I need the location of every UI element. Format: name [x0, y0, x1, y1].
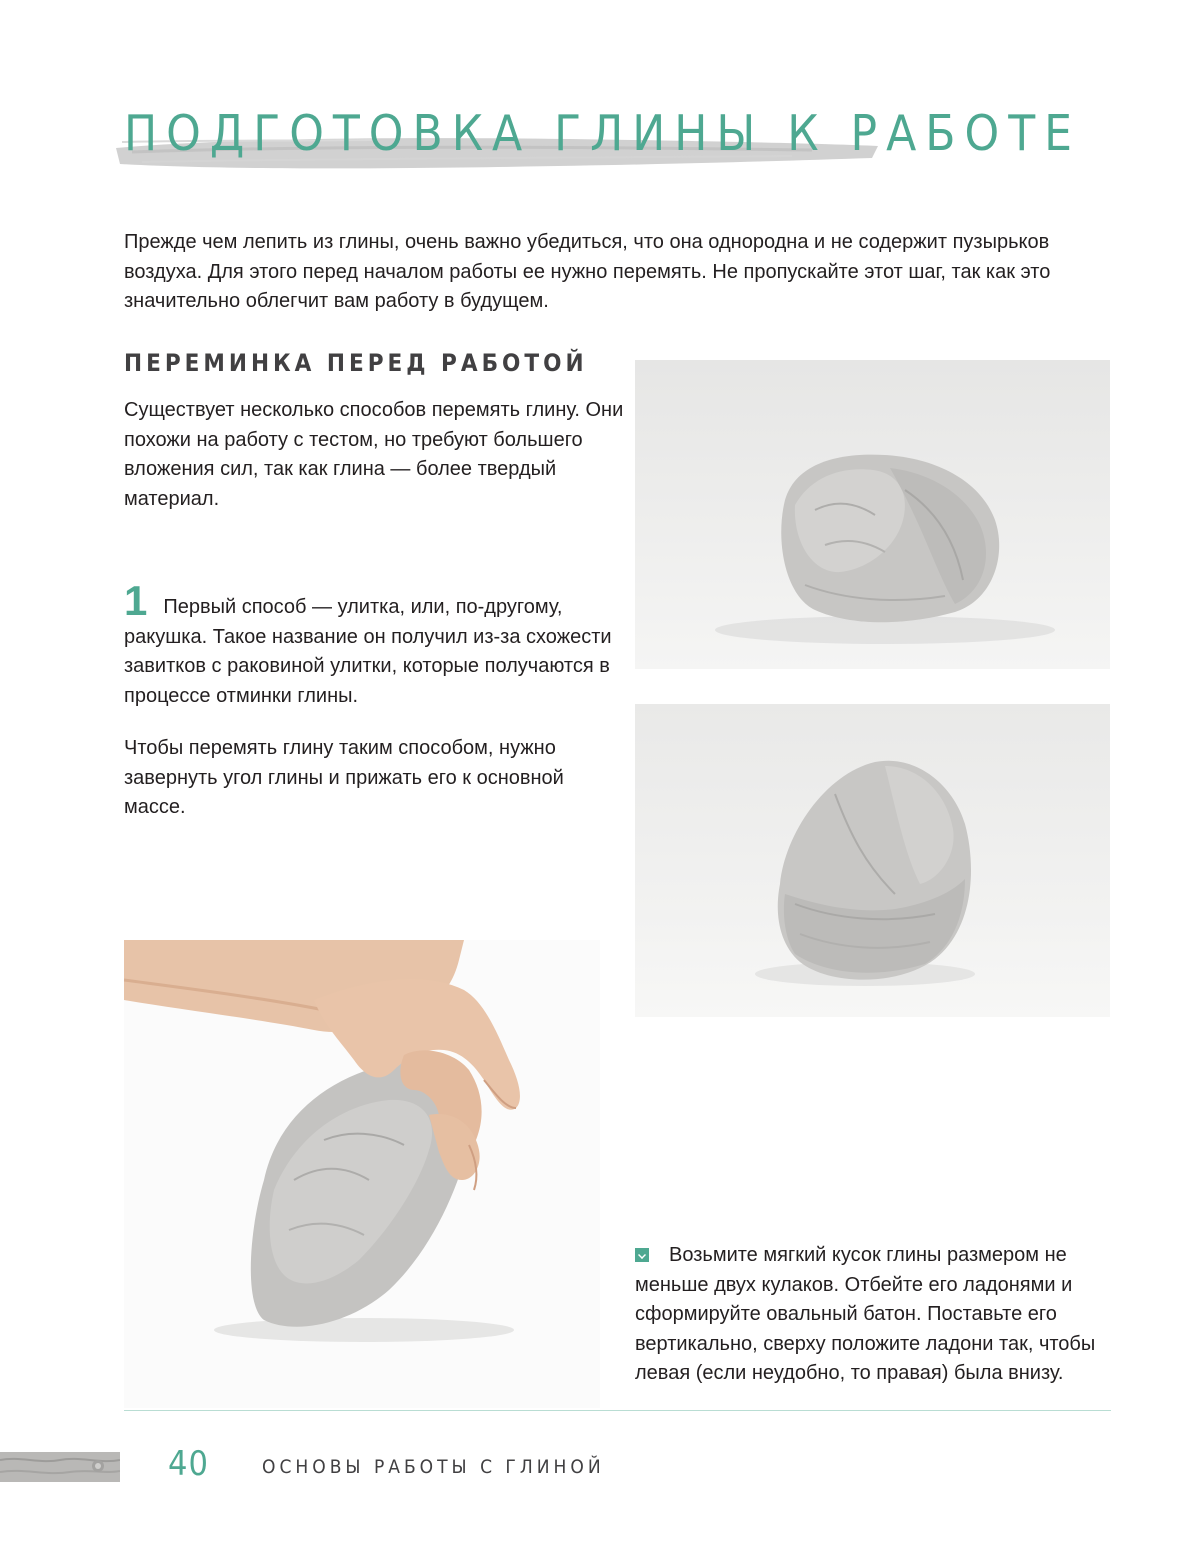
section-subtitle: ПЕРЕМИНКА ПЕРЕД РАБОТОЙ	[124, 349, 588, 377]
hands-kneading-photo	[124, 940, 600, 1408]
footer-divider	[124, 1410, 1111, 1411]
instruction-bullet	[635, 1241, 1115, 1389]
step-number: 1	[124, 577, 148, 624]
clay-texture-strip	[0, 1452, 120, 1482]
intro-paragraph: Прежде чем лепить из глины, очень важно убедиться, что она однородна и не содержит пузырьков воздуха. Для этого перед началом работы ее нужно перемять. Не пропускайте этот шаг, так как это значительно облегчит вам работу в будущем.	[124, 231, 1051, 312]
methods-paragraph: Существует несколько способов перемять глину. Они похожи на работу с тестом, но требуют большего вложения сил, так как глина — более твердый материал.	[124, 399, 624, 510]
step-1-paragraph	[124, 577, 624, 711]
step-1-text: Первый способ — улитка, или, по-другому, ракушка. Такое название он получил из-за схожести завитков с раковиной улитки, которые получаются в процессе отминки глины.	[124, 596, 612, 707]
instruction-text: Возьмите мягкий кусок глины размером не меньше двух кулаков. Отбейте его ладонями и сформируйте овальный батон. Поставьте его вертикально, сверху положите ладони так, чтобы левая (если неудобно, то правая) была внизу.	[635, 1244, 1096, 1384]
clay-photo-middle	[635, 704, 1110, 1017]
page-number: 40	[168, 1444, 209, 1484]
page-title: ПОДГОТОВКА ГЛИНЫ К РАБОТЕ	[124, 105, 1081, 162]
checkbox-bullet-icon	[635, 1248, 649, 1262]
running-title: ОСНОВЫ РАБОТЫ С ГЛИНОЙ	[262, 1456, 605, 1478]
snail-method-paragraph: Чтобы перемять глину таким способом, нужно завернуть угол глины и прижать его к основной массе.	[124, 737, 564, 818]
clay-photo-top	[635, 360, 1110, 669]
